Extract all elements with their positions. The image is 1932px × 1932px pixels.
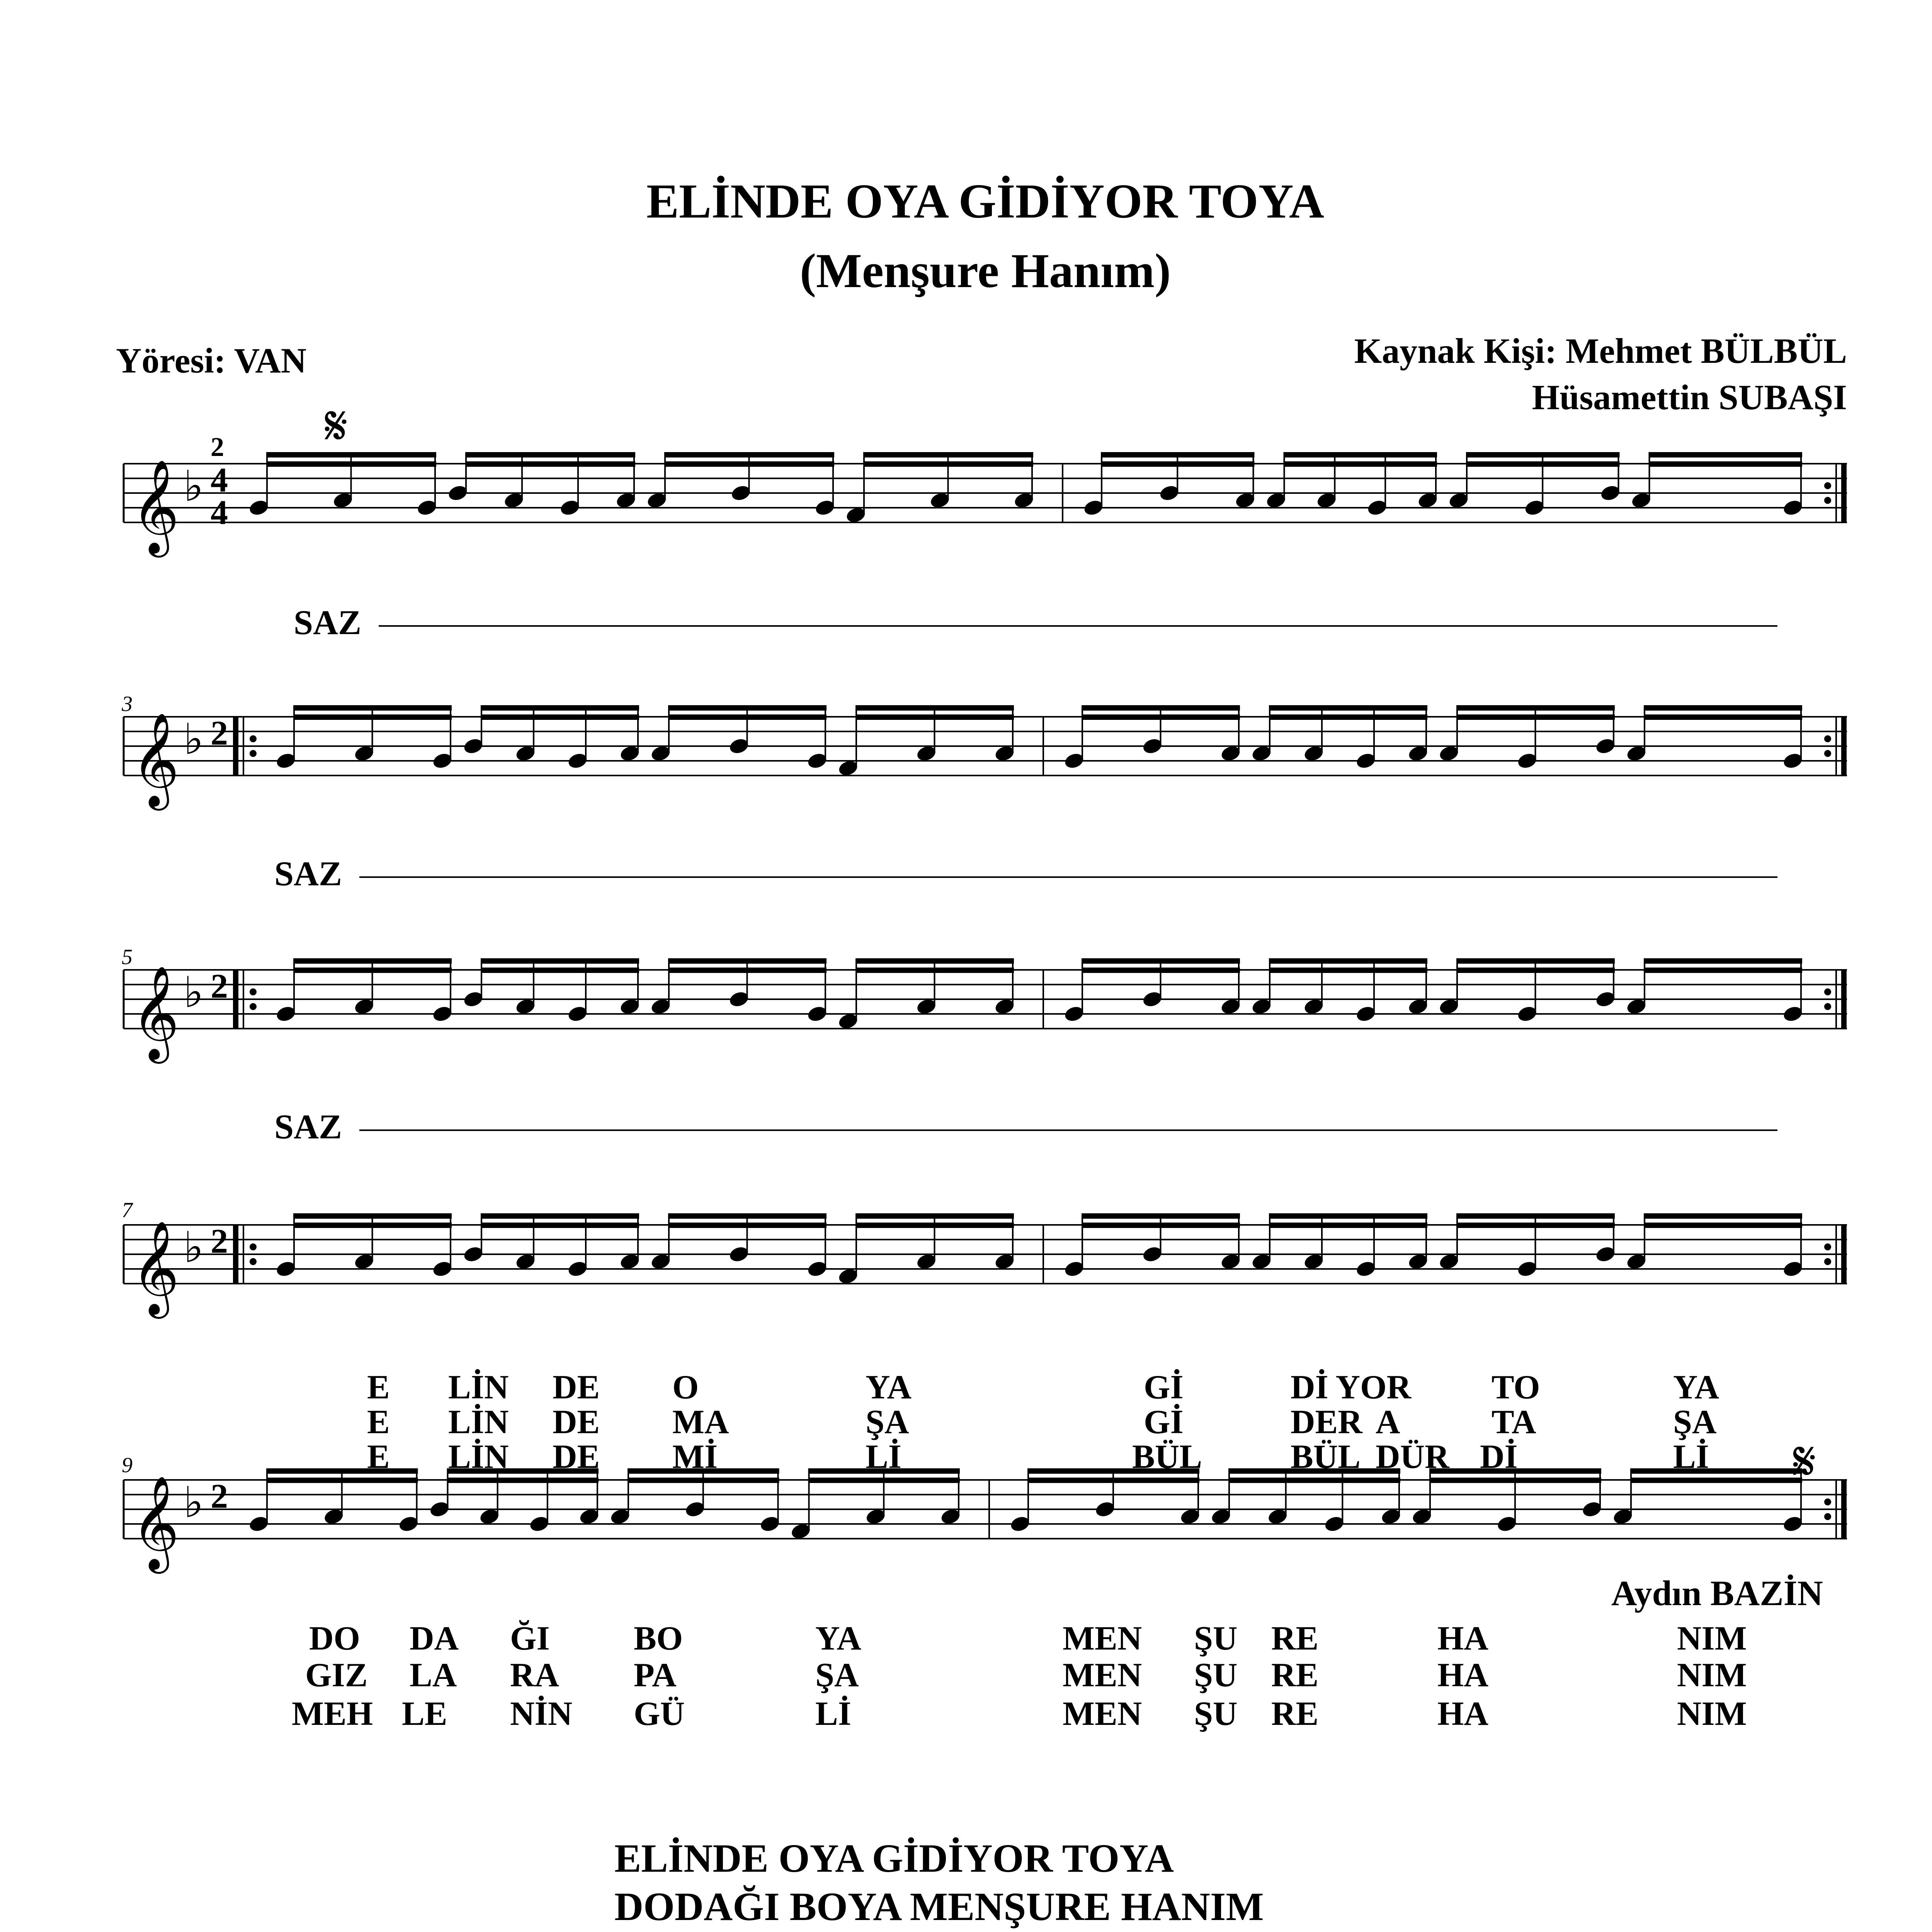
note-beam [293,1213,452,1219]
lyric-syllable: E [367,1369,390,1406]
repeat-dot [1824,750,1831,757]
lyric-syllable: ŞA [815,1656,859,1694]
time-signature: 2 [211,432,224,462]
note-beam [1630,1468,1802,1474]
treble-clef-icon: 𝄞 [131,1220,180,1315]
note-beam [293,705,452,711]
lyric-syllable: Lİ [815,1695,851,1733]
note-beam [668,705,827,711]
note-beam [481,705,639,711]
repeat-dot [1824,1258,1831,1265]
lyric-syllable: DER [1291,1403,1362,1441]
time-signature: 4 [211,461,228,499]
note-beam [1027,1478,1199,1483]
note-beam [481,1213,639,1219]
segno-icon: 𝄋 [325,395,348,457]
note-beam [855,968,1014,973]
note-beam [1456,958,1615,964]
note-beam [668,958,827,964]
repeat-dot [250,1003,257,1010]
treble-clef-icon: 𝄞 [131,459,180,553]
flat-icon: ♭ [184,1223,204,1272]
lyric-syllable: MEN [1063,1656,1142,1694]
lyric-syllable: RE [1271,1620,1319,1657]
arranger-credit: Aydın BAZİN [1611,1573,1823,1613]
note-beam [1644,1213,1802,1219]
note-beam [481,968,639,973]
lyric-syllable: Dİ [1480,1438,1518,1476]
lyric-syllable: O [672,1369,699,1406]
note-beam [863,461,1033,467]
note-beam [1466,461,1620,467]
note-beam [266,1468,418,1474]
verse-line: DODAĞI BOYA MENŞURE HANIM [614,1884,1264,1929]
note-beam [1269,1213,1427,1219]
lyric-syllable: TA [1492,1403,1536,1441]
lyric-syllable: DÜR [1376,1438,1449,1476]
flat-icon: ♭ [184,461,204,511]
note-beam [855,958,1014,964]
note-beam [1644,705,1802,711]
note-beam [668,714,827,720]
lyric-syllable: LİN [448,1403,509,1441]
note-beam [293,1223,452,1228]
note-beam [863,452,1033,457]
lyric-syllable: TO [1492,1369,1540,1406]
note-beam [481,714,639,720]
lyric-syllable: DE [553,1438,600,1476]
note-beam [266,452,436,457]
source-person-2: Hüsamettin SUBAŞI [1532,378,1847,417]
time-signature: 2 [211,714,228,752]
lyric-syllable: ŞU [1194,1656,1238,1694]
lyric-syllable: LİN [448,1438,509,1476]
song-title: ELİNDE OYA GİDİYOR TOYA [646,175,1325,228]
lyric-syllable: Gİ [1144,1369,1184,1406]
repeat-dot [1824,482,1831,489]
lyric-syllable: YA [1673,1369,1719,1406]
lyric-syllable: E [367,1403,390,1441]
measure-number: 3 [122,692,133,716]
note-beam [1269,714,1427,720]
note-beam [1284,452,1437,457]
note-beam [293,958,452,964]
note-beam [1101,452,1255,457]
lyric-syllable: E [367,1438,390,1476]
lyric-syllable: Mİ [672,1438,718,1476]
note-beam [1649,452,1803,457]
time-signature: 4 [211,493,228,532]
note-beam [266,461,436,467]
note-beam [1082,714,1240,720]
note-beam [1644,968,1802,973]
lyric-syllable: A [1376,1403,1400,1441]
lyric-syllable: ŞA [866,1403,909,1441]
note-beam [1456,1223,1615,1228]
note-beam [1456,705,1615,711]
note-beam [1269,958,1427,964]
lyric-syllable: RA [510,1656,560,1694]
note-beam [1269,705,1427,711]
measure-number: 7 [122,1198,133,1222]
lyric-syllable: Lİ [1673,1438,1709,1476]
lyric-syllable: NIM [1677,1620,1747,1657]
song-subtitle: (Menşure Hanım) [799,244,1171,298]
lyric-syllable: ŞA [1673,1403,1717,1441]
note-beam [855,1223,1014,1228]
note-beam [1082,1213,1240,1219]
note-beam [1649,461,1803,467]
note-beam [1466,452,1620,457]
note-beam [481,958,639,964]
lyric-syllable: HA [1437,1620,1488,1657]
lyric-syllable: GIZ [305,1656,368,1694]
lyric-syllable: Lİ [866,1438,901,1476]
lyric-syllable: GÜ [634,1695,685,1733]
note-beam [1644,958,1802,964]
note-beam [1228,1478,1400,1483]
note-beam [855,714,1014,720]
treble-clef-icon: 𝄞 [131,1475,180,1570]
note-beam [1456,714,1615,720]
note-beam [1082,968,1240,973]
note-beam [808,1478,960,1483]
repeat-dot [250,735,257,742]
note-beam [1456,968,1615,973]
lyric-syllable: YA [815,1620,862,1657]
note-beam [1644,1223,1802,1228]
repeat-dot [1824,988,1831,995]
note-beam [628,1478,779,1483]
lyric-syllable: LİN [448,1369,509,1406]
lyric-syllable: ŞU [1194,1695,1238,1733]
segno-icon: 𝄋 [1793,1430,1816,1493]
lyric-syllable: BO [634,1620,683,1657]
note-beam [1269,968,1427,973]
note-beam [1101,461,1255,467]
lyric-syllable: LA [410,1656,457,1694]
repeat-dot [250,1258,257,1265]
lyric-syllable: RE [1271,1695,1319,1733]
repeat-dot [250,750,257,757]
repeat-dot [250,988,257,995]
verse-line: ELİNDE OYA GİDİYOR TOYA [614,1836,1174,1881]
note-beam [481,1223,639,1228]
flat-icon: ♭ [184,1478,204,1527]
lyric-syllable: NIM [1677,1695,1747,1733]
note-beam [465,461,635,467]
note-beam [1429,1478,1601,1483]
lyric-syllable: DE [553,1369,600,1406]
lyric-syllable: DE [553,1403,600,1441]
note-beam [1082,705,1240,711]
note-beam [664,461,834,467]
note-beam [1644,714,1802,720]
lyric-syllable: RE [1271,1656,1319,1694]
measure-number: 9 [122,1453,133,1477]
lyric-syllable: NİN [510,1695,573,1733]
repeat-dot [250,1243,257,1250]
note-beam [1082,1223,1240,1228]
lyric-syllable: PA [634,1656,677,1694]
note-beam [465,452,635,457]
repeat-dot [1824,1513,1831,1520]
repeat-dot [1824,497,1831,504]
note-beam [1284,461,1437,467]
time-signature: 2 [211,1222,228,1260]
lyric-syllable: DO [309,1620,360,1657]
lyric-syllable: MA [672,1403,729,1441]
repeat-dot [1824,1003,1831,1010]
lyric-syllable: BÜL [1291,1438,1361,1476]
note-beam [1456,1213,1615,1219]
note-beam [668,1213,827,1219]
note-beam [855,1213,1014,1219]
note-beam [266,1478,418,1483]
note-beam [1630,1478,1802,1483]
repeat-dot [1824,1243,1831,1250]
note-beam [293,714,452,720]
lyric-syllable: Gİ [1144,1403,1184,1441]
lyric-syllable: DA [410,1620,459,1657]
lyric-syllable: HA [1437,1695,1488,1733]
lyric-syllable: LE [402,1695,447,1733]
treble-clef-icon: 𝄞 [131,965,180,1060]
note-beam [855,705,1014,711]
lyric-syllable: ŞU [1194,1620,1238,1657]
lyric-syllable: ĞI [510,1620,550,1657]
lyric-syllable: MEN [1063,1620,1142,1657]
lyric-syllable: YA [866,1369,912,1406]
region-label: Yöresi: VAN [116,341,307,380]
flat-icon: ♭ [184,714,204,764]
note-beam [668,1223,827,1228]
time-signature: 2 [211,1477,228,1515]
saz-label: SAZ [294,604,362,642]
saz-label: SAZ [274,1108,342,1146]
saz-label: SAZ [274,855,342,893]
flat-icon: ♭ [184,968,204,1017]
lyric-syllable: MEN [1063,1695,1142,1733]
note-beam [668,968,827,973]
lyric-syllable: MEH [292,1695,373,1733]
repeat-dot [1824,1498,1831,1505]
note-beam [1082,958,1240,964]
note-beam [664,452,834,457]
note-beam [293,968,452,973]
lyric-syllable: NIM [1677,1656,1747,1694]
source-person: Kaynak Kişi: Mehmet BÜLBÜL [1354,331,1847,371]
measure-number: 5 [122,945,133,969]
lyric-syllable: BÜL [1132,1438,1202,1476]
time-signature: 2 [211,967,228,1005]
repeat-dot [1824,735,1831,742]
lyric-syllable: Dİ YOR [1291,1369,1412,1406]
note-beam [447,1478,599,1483]
lyric-syllable: HA [1437,1656,1488,1694]
treble-clef-icon: 𝄞 [131,712,180,806]
note-beam [1269,1223,1427,1228]
